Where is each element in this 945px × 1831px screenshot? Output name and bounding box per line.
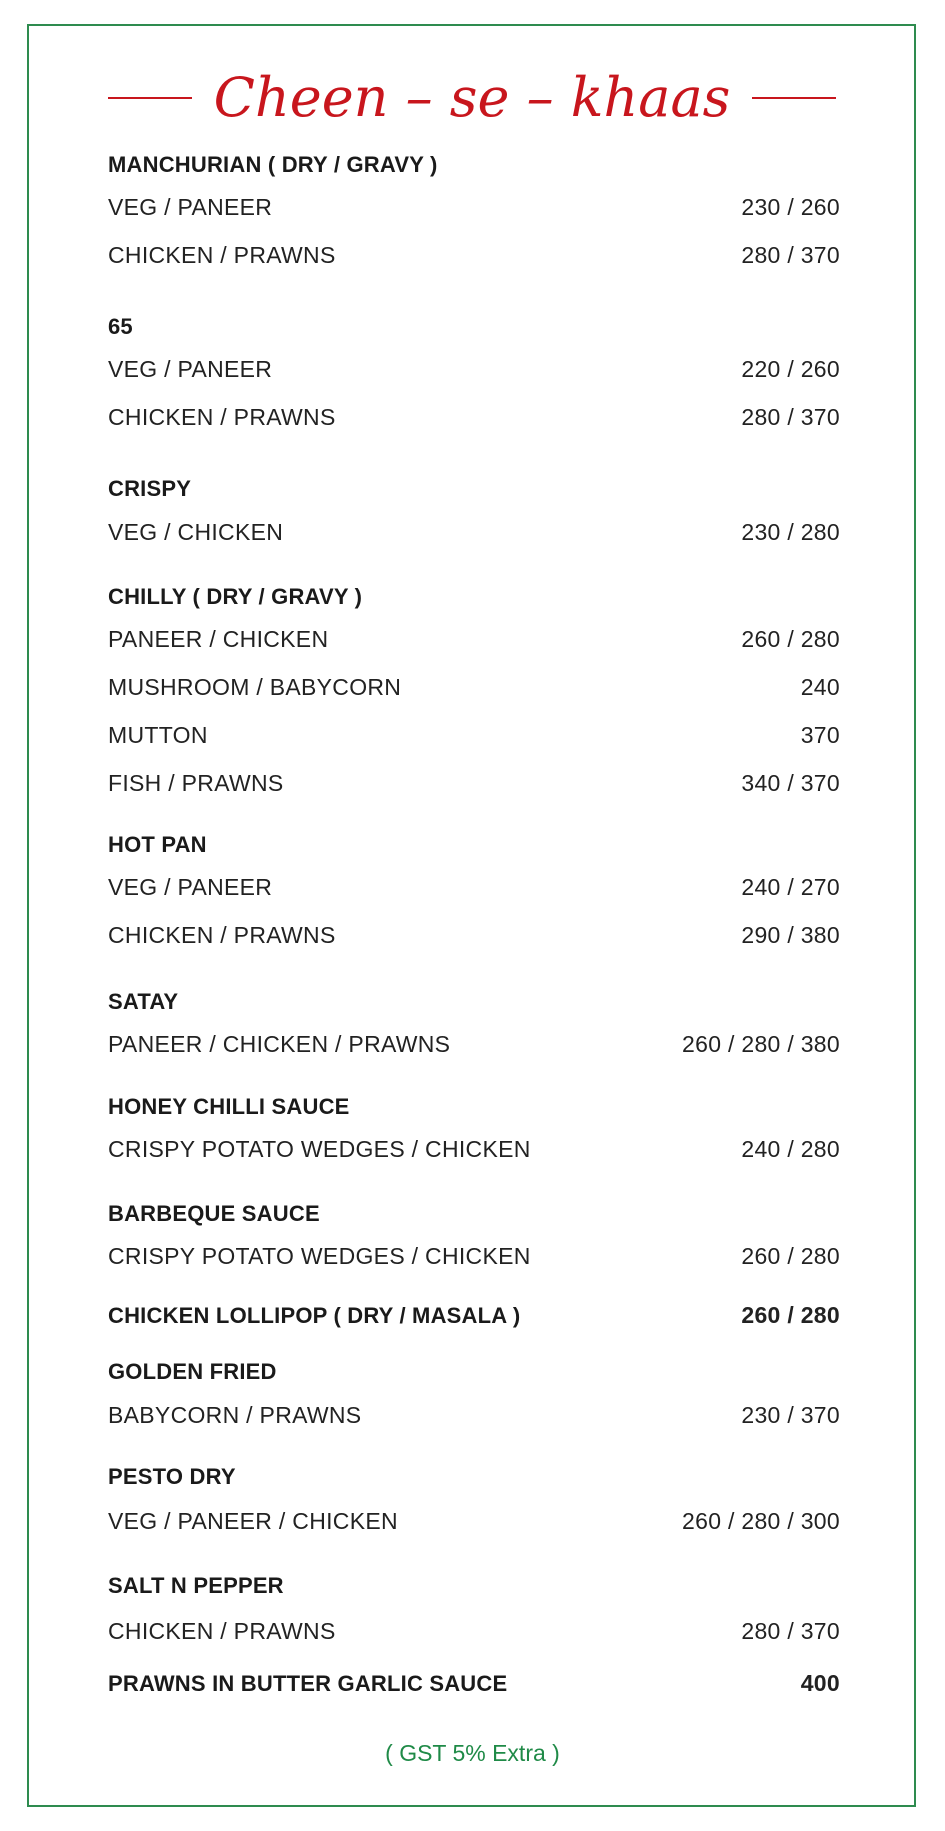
menu-item-label: VEG / PANEER / CHICKEN — [108, 1508, 398, 1534]
menu-item-price: 230 / 260 — [741, 194, 840, 220]
section-heading-label: SATAY — [108, 989, 179, 1014]
menu-title-row — [108, 62, 836, 134]
menu-section-heading — [108, 1199, 840, 1229]
menu-section-heading — [108, 830, 840, 860]
menu-item-label: CHICKEN / PRAWNS — [108, 404, 336, 430]
menu-section-heading — [108, 1300, 840, 1331]
menu-item-label: VEG / PANEER — [108, 356, 273, 382]
menu-item — [108, 720, 840, 750]
section-heading-label: CRISPY — [108, 476, 192, 501]
menu-item-label: CRISPY POTATO WEDGES / CHICKEN — [108, 1243, 531, 1269]
section-heading-label: SALT N PEPPER — [108, 1573, 284, 1598]
section-heading-label: CHILLY ( DRY / GRAVY ) — [108, 584, 363, 609]
menu-item-price: 290 / 380 — [741, 922, 840, 948]
menu-item-price: 280 / 370 — [741, 404, 840, 430]
menu-section-heading — [108, 1092, 840, 1122]
section-heading-label: CHICKEN LOLLIPOP ( DRY / MASALA ) — [108, 1303, 521, 1328]
menu-item-label: CRISPY POTATO WEDGES / CHICKEN — [108, 1136, 531, 1162]
menu-item-price: 230 / 280 — [741, 519, 840, 545]
menu-item — [108, 402, 840, 432]
menu-item — [108, 624, 840, 654]
menu-item-label: VEG / PANEER — [108, 874, 273, 900]
menu-item — [108, 768, 840, 798]
menu-item — [108, 354, 840, 384]
menu-item — [108, 240, 840, 270]
menu-item-label: MUSHROOM / BABYCORN — [108, 674, 402, 700]
section-heading-label: HOT PAN — [108, 832, 207, 857]
menu-item-label: VEG / CHICKEN — [108, 519, 284, 545]
menu-item — [108, 1134, 840, 1164]
menu-item — [108, 1400, 840, 1430]
menu-section-heading — [108, 474, 840, 504]
menu-section-heading — [108, 582, 840, 612]
menu-item-price: 260 / 280 — [741, 626, 840, 652]
section-heading-label: GOLDEN FRIED — [108, 1359, 277, 1384]
section-heading-label: MANCHURIAN ( DRY / GRAVY ) — [108, 152, 438, 177]
menu-item-label: BABYCORN / PRAWNS — [108, 1402, 362, 1428]
title-divider-left — [108, 97, 192, 99]
title-divider-right — [752, 97, 836, 99]
menu-section-heading — [108, 1668, 840, 1699]
menu-item-price: 400 — [800, 1670, 840, 1696]
section-heading-label: 65 — [108, 314, 133, 339]
menu-item-price: 260 / 280 / 300 — [682, 1508, 840, 1534]
menu-item-label: CHICKEN / PRAWNS — [108, 1618, 336, 1644]
section-heading-label: BARBEQUE SAUCE — [108, 1201, 320, 1226]
menu-item-label: CHICKEN / PRAWNS — [108, 242, 336, 268]
menu-section-heading — [108, 150, 840, 180]
menu-item-label: PANEER / CHICKEN / PRAWNS — [108, 1031, 451, 1057]
menu-item — [108, 1616, 840, 1646]
menu-item — [108, 517, 840, 547]
section-heading-label: PRAWNS IN BUTTER GARLIC SAUCE — [108, 1671, 508, 1696]
menu-item-price: 260 / 280 — [741, 1302, 840, 1328]
menu-item — [108, 872, 840, 902]
menu-section-heading — [108, 1571, 840, 1601]
menu-border — [27, 24, 916, 1807]
menu-item-label: CHICKEN / PRAWNS — [108, 922, 336, 948]
menu-item-price: 230 / 370 — [741, 1402, 840, 1428]
menu-title: Cheen – se – khaas — [213, 66, 731, 129]
menu-section-heading — [108, 1357, 840, 1387]
menu-item — [108, 672, 840, 702]
menu-item-price: 220 / 260 — [741, 356, 840, 382]
menu-item-price: 240 — [800, 674, 840, 700]
menu-item-price: 260 / 280 / 380 — [682, 1031, 840, 1057]
menu-item-price: 340 / 370 — [741, 770, 840, 796]
menu-item — [108, 1241, 840, 1271]
menu-section-heading — [108, 987, 840, 1017]
menu-item — [108, 192, 840, 222]
menu-item-price: 280 / 370 — [741, 1618, 840, 1644]
menu-item-label: VEG / PANEER — [108, 194, 273, 220]
menu-item-label: FISH / PRAWNS — [108, 770, 284, 796]
menu-section-heading — [108, 1462, 840, 1492]
menu-item-price: 370 — [800, 722, 840, 748]
menu-item-price: 280 / 370 — [741, 242, 840, 268]
menu-item — [108, 1029, 840, 1059]
gst-note: ( GST 5% Extra ) — [385, 1740, 560, 1766]
menu-item-price: 240 / 270 — [741, 874, 840, 900]
section-heading-label: HONEY CHILLI SAUCE — [108, 1094, 350, 1119]
menu-item-price: 240 / 280 — [741, 1136, 840, 1162]
menu-item — [108, 1506, 840, 1536]
menu-item-label: MUTTON — [108, 722, 208, 748]
menu-item — [108, 920, 840, 950]
section-heading-label: PESTO DRY — [108, 1464, 236, 1489]
menu-item-label: PANEER / CHICKEN — [108, 626, 329, 652]
menu-section-heading — [108, 312, 840, 342]
menu-item-price: 260 / 280 — [741, 1243, 840, 1269]
